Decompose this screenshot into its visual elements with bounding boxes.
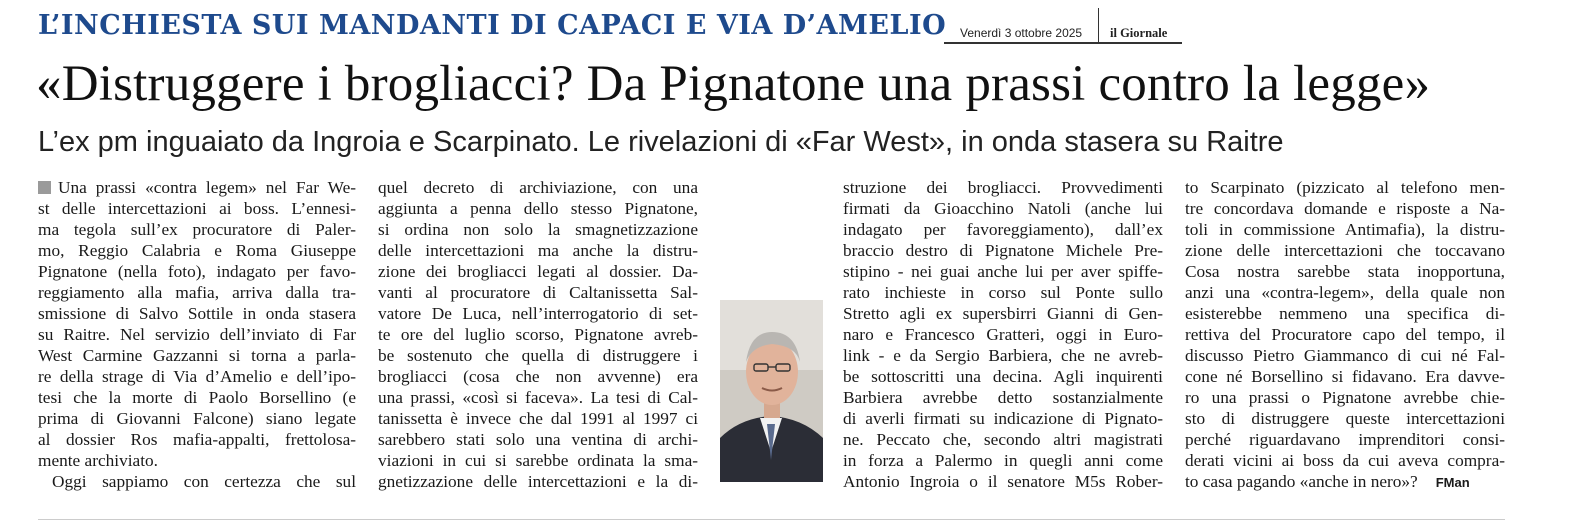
article-line: perché riguardavano imprenditori consi- bbox=[1185, 430, 1505, 449]
article-line: una prassi, «così si faceva». La tesi di Cal- bbox=[378, 388, 698, 407]
article-line: Una prassi «contra legem» nel Far We- bbox=[38, 177, 356, 198]
article-line: Cosa nostra sarebbe stata inopportuna, bbox=[1185, 262, 1505, 281]
article-column-3 bbox=[843, 177, 1163, 492]
kicker: L’INCHIESTA SUI MANDANTI DI CAPACI E VIA D’AMELIO bbox=[38, 10, 947, 41]
article-line: Oggi sappiamo con certezza che sul bbox=[52, 472, 356, 491]
article-line: tanissetta è invece che dal 1991 al 1997 ci bbox=[378, 409, 698, 428]
article-line: be sostenuto che quella di distruggere i bbox=[378, 346, 698, 365]
article-line: tesi che la morte di Paolo Borsellino (e bbox=[38, 388, 356, 407]
article-line: rato inchieste in corso sul Ponte sullo bbox=[843, 283, 1163, 302]
article-line: st delle intercettazioni ai boss. L’ennesi- bbox=[38, 199, 356, 218]
article-line: struzione dei brogliacci. Provvedimenti bbox=[843, 178, 1163, 197]
article-line: braccio destro di Pignatone Michele Pre- bbox=[843, 241, 1163, 260]
article-line: brogliacci (cosa che non avvenne) era bbox=[378, 367, 698, 386]
article-line: anzi una «contra-legem», della quale non bbox=[1185, 283, 1505, 302]
newspaper-name: il Giornale bbox=[1110, 26, 1168, 40]
article-line: aggiunta a penna dello stesso Pignatone, bbox=[378, 199, 698, 218]
article-line: naro e Francesco Gratteri, oggi in Euro- bbox=[843, 325, 1163, 344]
article-line: quel decreto di archiviazione, con una bbox=[378, 178, 698, 197]
article-line: discusso Pietro Giammanco di cui né Fal- bbox=[1185, 346, 1505, 365]
article-line: sto di distruggere queste intercettazioni bbox=[1185, 409, 1505, 428]
article-line: Antonio Ingroia o il senatore M5s Rober- bbox=[843, 472, 1163, 491]
article-line: su Raitre. Nel servizio dell’inviato di Far bbox=[38, 325, 356, 344]
article-line: West Carmine Gazzanni si torna a parla- bbox=[38, 346, 356, 365]
article-line: delle intercettazioni ma anche la distru- bbox=[378, 241, 698, 260]
article-line: firmati da Gioacchino Natoli (anche lui bbox=[843, 199, 1163, 218]
article-line: prima di Giovanni Falcone) siano legate bbox=[38, 409, 356, 428]
article-line: vanti al procuratore di Caltanissetta Sal- bbox=[378, 283, 698, 302]
portrait-illustration bbox=[720, 300, 823, 482]
article-line: in forza a Palermo in quegli anni come bbox=[843, 451, 1163, 470]
article-column-2 bbox=[378, 177, 698, 492]
article-line: tre concordava domande e risposte a Na- bbox=[1185, 199, 1505, 218]
article-line bbox=[1185, 471, 1505, 493]
subheadline: L’ex pm inguaiato da Ingroia e Scarpinato. Le rivelazioni di «Far West», in onda stasera su Raitre bbox=[38, 126, 1284, 158]
article-line: ma tegola sull’ex procuratore di Paler- bbox=[38, 220, 356, 239]
bottom-rule bbox=[38, 519, 1505, 520]
article-line: vatore De Luca, nell’interrogatorio di set- bbox=[378, 304, 698, 323]
article-column-4 bbox=[1185, 177, 1505, 493]
article-line: al dossier Ros mafia-appalti, frettolosa- bbox=[38, 430, 356, 449]
article-line: zione dei brogliacci legati al dossier. Da- bbox=[378, 262, 698, 281]
author-signature: FMan bbox=[1435, 475, 1470, 490]
article-line: stipino - nei guai anche lui per aver spiffe- bbox=[843, 262, 1163, 281]
article-line: smissione di Salvo Sottile in onda stasera bbox=[38, 304, 356, 323]
article-line: mente archiviato. bbox=[38, 451, 158, 470]
article-line: viazioni in cui si sarebbe ordinata la sma- bbox=[378, 451, 698, 470]
article-line: zione delle intercettazioni che toccavano bbox=[1185, 241, 1505, 260]
article-line: ro una prassi o Pignatone avrebbe chie- bbox=[1185, 388, 1505, 407]
article-line: mo, Reggio Calabria e Roma Giuseppe bbox=[38, 241, 356, 260]
article-line: Barbiera avrebbe detto sostanzialmente bbox=[843, 388, 1163, 407]
article-line: be sottoscritti una decina. Agli inquirenti bbox=[843, 367, 1163, 386]
article-line: gnetizzazione delle intercettazioni e la di- bbox=[378, 472, 698, 491]
article-line: indagato per favoreggiamento), dall’ex bbox=[843, 220, 1163, 239]
article-line: sarebbero stati solo una ventina di archi- bbox=[378, 430, 698, 449]
article-line: toli in commissione Antimafia), la distru- bbox=[1185, 220, 1505, 239]
article-line: ne. Peccato che, secondo altri magistrati bbox=[843, 430, 1163, 449]
article-line: Stretto agli ex supersbirri Gianni di Gen- bbox=[843, 304, 1163, 323]
article-line: link - e da Sergio Barbiera, che ne avreb- bbox=[843, 346, 1163, 365]
article-line: Pignatone (nella foto), indagato per favo- bbox=[38, 262, 356, 281]
dateline bbox=[944, 24, 1182, 44]
article-line: reggiamento alla mafia, arriva dalla tra- bbox=[38, 283, 356, 302]
article-line: esisterebbe nemmeno una specifica di- bbox=[1185, 304, 1505, 323]
article-line: te ore del luglio scorso, Pignatone avreb- bbox=[378, 325, 698, 344]
article-line: cone né Borsellino si fidavano. Era davve- bbox=[1185, 367, 1505, 386]
article-line: di averli firmati su indicazione di Pignato- bbox=[843, 409, 1163, 428]
lead-square-icon bbox=[38, 181, 51, 194]
article-column-1 bbox=[38, 177, 356, 492]
article-line: to Scarpinato (pizzicato al telefono men- bbox=[1185, 178, 1505, 197]
article-last-sentence: to casa pagando «anche in nero»? bbox=[1185, 472, 1418, 491]
portrait-photo bbox=[720, 300, 823, 482]
issue-date: Venerdì 3 ottobre 2025 bbox=[960, 26, 1083, 40]
article-line: si ordina non solo la smagnetizzazione bbox=[378, 220, 698, 239]
article-line: rettiva del Procuratore capo del tempo, il bbox=[1185, 325, 1505, 344]
article-line: re della strage di Via d’Amelio e dell’ipo- bbox=[38, 367, 356, 386]
headline: «Distruggere i brogliacci? Da Pignatone una prassi contro la legge» bbox=[36, 56, 1431, 112]
dateline-separator bbox=[1098, 8, 1099, 42]
article-line: derati vicini ai boss da cui aveva compra- bbox=[1185, 451, 1505, 470]
